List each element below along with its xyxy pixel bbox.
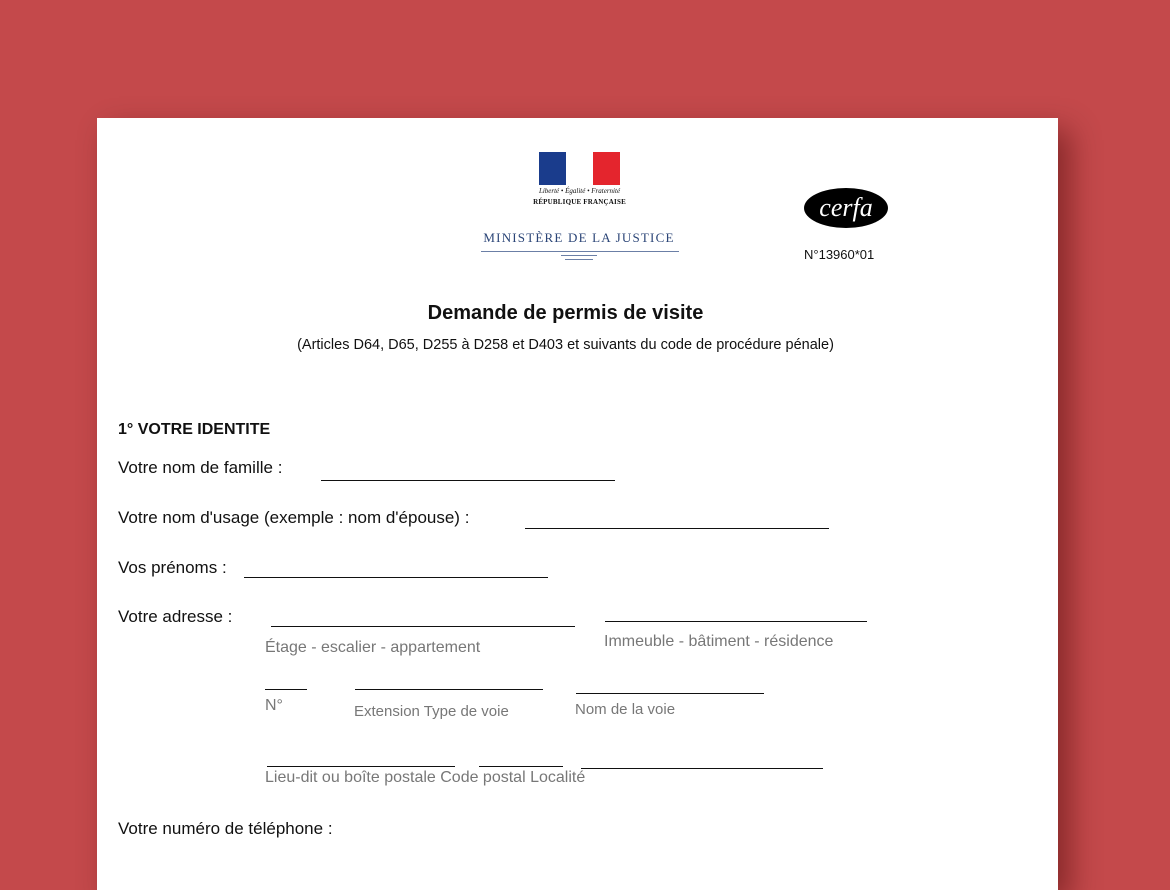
address-floor-field[interactable] — [271, 626, 575, 627]
family-name-field[interactable] — [321, 480, 615, 481]
phone-label: Votre numéro de téléphone : — [118, 819, 333, 838]
cerfa-number: N°13960*01 — [804, 247, 875, 262]
address-building-hint: Immeuble - bâtiment - résidence — [604, 633, 834, 650]
cerfa-logo: cerfa — [804, 188, 888, 228]
address-lieu-dit-hint: Lieu-dit ou boîte postale Code postal Localité — [265, 769, 586, 786]
address-floor-hint: Étage - escalier - appartement — [265, 639, 481, 656]
address-street-name-hint: Nom de la voie — [575, 701, 676, 718]
french-flag-logo — [539, 152, 620, 185]
address-number-field[interactable] — [265, 689, 307, 690]
address-city-field[interactable] — [581, 768, 823, 769]
ministry-divider — [565, 259, 593, 260]
republic-motto: Liberté • Égalité • Fraternité — [538, 187, 621, 195]
form-title: Demande de permis de visite — [427, 302, 704, 324]
section-heading: 1° VOTRE IDENTITE — [118, 421, 271, 438]
address-label: Votre adresse : — [118, 607, 233, 626]
usage-name-field[interactable] — [525, 528, 829, 529]
address-street-name-field[interactable] — [576, 693, 764, 694]
first-names-label: Vos prénoms : — [118, 558, 227, 577]
ministry-divider — [481, 251, 679, 252]
address-postal-code-field[interactable] — [479, 766, 563, 767]
republic-name: RÉPUBLIQUE FRANÇAISE — [533, 198, 626, 206]
address-number-hint: N° — [265, 697, 283, 714]
form-subtitle: (Articles D64, D65, D255 à D258 et D403 et suivants du code de procédure pénale) — [297, 337, 834, 353]
usage-name-label: Votre nom d'usage (exemple : nom d'épouse) : — [118, 508, 470, 527]
address-building-field[interactable] — [605, 621, 867, 622]
address-lieu-dit-field[interactable] — [267, 766, 455, 767]
first-names-field[interactable] — [244, 577, 548, 578]
address-extension-hint: Extension Type de voie — [354, 703, 509, 720]
family-name-label: Votre nom de famille : — [118, 458, 283, 477]
form-page — [97, 118, 1058, 890]
ministry-divider — [561, 255, 597, 256]
address-extension-field[interactable] — [355, 689, 543, 690]
ministry-name: MINISTÈRE DE LA JUSTICE — [483, 230, 675, 245]
